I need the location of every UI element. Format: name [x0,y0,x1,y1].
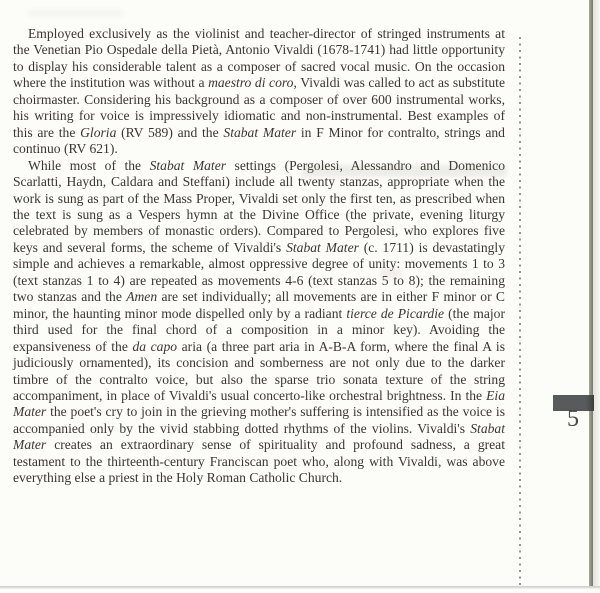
scan-artifact [302,165,507,177]
body-text [13,26,505,487]
scan-artifact [28,9,123,17]
dotted-divider-line [519,37,521,585]
page-edge-shadow [593,0,600,593]
page-number: 5 [567,406,579,432]
bottom-page-edge [0,586,600,593]
scan-artifact [381,269,401,278]
paragraph: Employed exclusively as the violinist and teacher-director of stringed instruments at the Venetian Pio Ospedale della Pietà, Antonio Vivaldi (1678-1741) had little opportunity to display his considerable talent as a composer of sacred vocal music. On the occasion where the institution was without a maestro di coro, Vivaldi was called to act as substitute choirmaster. Considering his background as a composer of over 600 instrumental works, his writing for voice is impressively idiomatic and non-instrumental. Best examples of this are the Gloria (RV 589) and the Stabat Mater in F Minor for contralto, strings and continuo (RV 621). [13,26,505,157]
paragraph: While most of the Stabat Mater settings (Pergolesi, Alessandro and Domenico Scarlatti, Haydn, Caldara and Steffani) include all twenty stanzas, appropriate when the work is sung as part of the Mass Proper, Vivaldi set only the first ten, as prescribed when the text is sung as a Vespers hymn at the Divine Office (the private, evening liturgy celebrated by members of monastic orders). Compared to Pergolesi, who explores five keys and several forms, the scheme of Vivaldi's Stabat Mater (c. 1711) is devastatingly simple and achieves a remarkable, almost oppressive degree of unity: movements 1 to 3 (text stanzas 1 to 4) are repeated as movements 4-6 (text stanzas 5 to 8); the remaining two stanzas and the Amen are set individually; all movements are in either F minor or C minor, the haunting minor mode dispelled only by a radiant tierce de Picardie (the major third used for the final chord of a composition in a minor key). Avoiding the expansiveness of the da capo aria (a three part aria in A-B-A form, where the final A is judiciously ornamented), its concision and somberness are not only due to the darker timbre of the contralto voice, but also the sparse trio sonata texture of the string accompaniment, in place of Vivaldi's usual concerto-like orchestral brightness. In the Eia Mater the poet's cry to join in the grieving mother's suffering is intensified as the voice is accompanied only by the vivid stabbing dotted rhythms of the violins. Vivaldi's Stabat Mater creates an extraordinary sense of spirituality and profound sadness, a great testament to the thirteenth-century Franciscan poet who, along with Vivaldi, was above everything else a priest in the Holy Roman Catholic Church. [13,157,506,486]
